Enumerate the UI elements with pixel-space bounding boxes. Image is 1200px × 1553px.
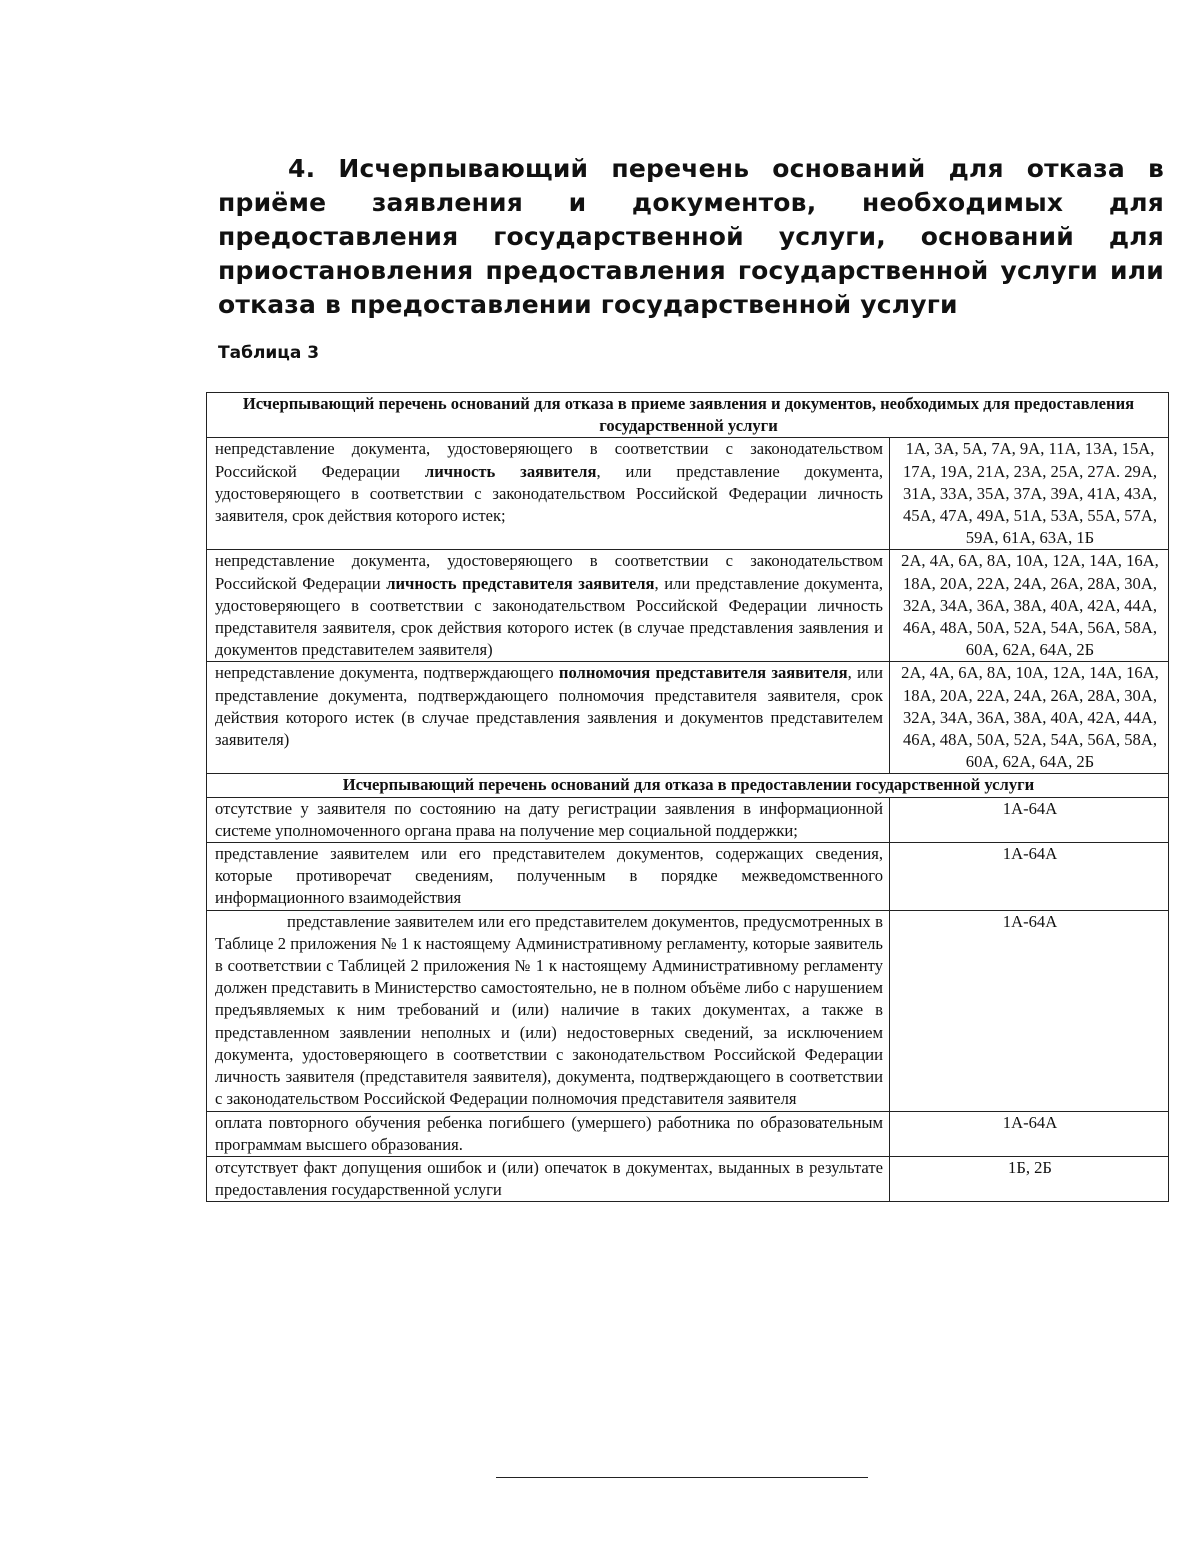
ground-text: , или представление документа, подтверждающего полномочия представителя заявителя, срок действия которого истек (в случае представления заявления и документов представителем заявителя) — [215, 663, 884, 750]
ground-text-bold: полномочия представителя заявителя — [558, 663, 848, 683]
table-caption: Таблица 3 — [218, 343, 320, 363]
refusal-ground-cell — [207, 662, 890, 774]
table-row — [207, 1156, 1169, 1201]
refusal-ground-cell — [207, 843, 890, 911]
table-row — [207, 843, 1169, 911]
ground-text: , или представление документа, удостоверяющего в соответствии с законодательством Российской Федерации личность заявителя, срок действия которого истек; — [215, 461, 883, 526]
footer-divider — [496, 1477, 868, 1478]
ground-text: непредставление документа, подтверждающего — [215, 663, 559, 683]
refusal-ground-cell — [207, 910, 890, 1111]
table-row — [207, 910, 1169, 1111]
applicant-codes-cell: 1Б, 2Б — [890, 1156, 1169, 1201]
table-row — [207, 662, 1169, 774]
ground-text: , или представление документа, удостоверяющего в соответствии с законодательством Российской Федерации личность представителя заявителя, срок действия которого истек (в случае представления заявления и документов представителем заявителя) — [215, 573, 883, 660]
table-row — [207, 797, 1169, 842]
ground-text: отсутствует факт допущения ошибок и (или) опечаток в документах, выданных в результате предоставления государственной услуги — [215, 1157, 883, 1200]
table-group-header-row — [207, 774, 1169, 797]
applicant-codes-cell: 2А, 4А, 6А, 8А, 10А, 12А, 14А, 16А, 18А, 20А, 22А, 24А, 26А, 28А, 30А, 32А, 34А, 36А, 38А, 40А, 42А, 44А, 46А, 48А, 50А, 52А, 54А, 56А, 58А, 60А, 62А, 64А, 2Б — [890, 550, 1169, 662]
group-title: Исчерпывающий перечень оснований для отказа в приеме заявления и документов, необходимых для предоставления государственной услуги — [207, 393, 1169, 438]
applicant-codes-cell: 1А-64А — [890, 1111, 1169, 1156]
table-group-header-row — [207, 393, 1169, 438]
refusal-ground-cell — [207, 438, 890, 550]
table-body — [207, 393, 1169, 1202]
table-row — [207, 550, 1169, 662]
refusal-ground-cell — [207, 1156, 890, 1201]
ground-text: представление заявителем или его представителем документов, содержащих сведения, которые противоречат сведениям, полученным в порядке межведомственного информационного взаимодействия — [215, 844, 883, 908]
section-number: 4. — [288, 154, 316, 183]
section-heading — [218, 152, 1164, 322]
refusal-ground-cell — [207, 550, 890, 662]
ground-text: оплата повторного обучения ребенка погибшего (умершего) работника по образовательным программам высшего образования. — [215, 1112, 883, 1154]
applicant-codes-cell: 1А, 3А, 5А, 7А, 9А, 11А, 13А, 15А, 17А, 19А, 21А, 23А, 25А, 27А. 29А, 31А, 33А, 35А, 37А, 39А, 41А, 43А, 45А, 47А, 49А, 51А, 53А, 55А, 57А, 59А, 61А, 63А, 1Б — [890, 438, 1169, 550]
applicant-codes-cell: 1А-64А — [890, 843, 1169, 911]
applicant-codes-cell: 1А-64А — [890, 797, 1169, 842]
ground-text-bold: личность представителя заявителя — [386, 573, 655, 593]
ground-text-bold: личность заявителя — [424, 461, 597, 481]
table-row — [207, 438, 1169, 550]
section-title: Исчерпывающий перечень оснований для отказа в приёме заявления и документов, необходимых для предоставления государственной услуги, оснований для приостановления предоставления государственной услуги или отказа в предоставлении государственной услуги — [218, 154, 1164, 319]
refusal-grounds-table — [206, 392, 1169, 1202]
ground-text: непредставление документа, удостоверяющего в соответствии с законодательством Российской Федерации — [215, 551, 883, 593]
refusal-ground-cell — [207, 1111, 890, 1156]
applicant-codes-cell: 2А, 4А, 6А, 8А, 10А, 12А, 14А, 16А, 18А, 20А, 22А, 24А, 26А, 28А, 30А, 32А, 34А, 36А, 38А, 40А, 42А, 44А, 46А, 48А, 50А, 52А, 54А, 56А, 58А, 60А, 62А, 64А, 2Б — [890, 662, 1169, 774]
ground-text: отсутствие у заявителя по состоянию на дату регистрации заявления в информационной системе уполномоченного органа права на получение мер социальной поддержки; — [215, 798, 883, 840]
group-title: Исчерпывающий перечень оснований для отказа в предоставлении государственной услуги — [207, 774, 1169, 797]
ground-text: непредставление документа, удостоверяющего в соответствии с законодательством Российской Федерации — [215, 439, 883, 481]
applicant-codes-cell: 1А-64А — [890, 910, 1169, 1111]
ground-text: представление заявителем или его представителем документов, предусмотренных в Таблице 2 приложения № 1 к настоящему Административному регламенту, которые заявитель в соответствии с Таблицей 2 приложения № 1 к настоящему Административному регламенту должен представить в Министерство самостоятельно, не в полном объёме либо с нарушением предъявляемых к ним требований и (или) наличие в таких документах, а также в представленном заявлении неполных и (или) недостоверных сведений, за исключением документа, удостоверяющего в соответствии с законодательством Российской Федерации личность заявителя (представителя заявителя), документа, подтверждающего в соответствии с законодательством Российской Федерации полномочия представителя заявителя — [215, 911, 883, 1109]
refusal-ground-cell — [207, 797, 890, 842]
table-row — [207, 1111, 1169, 1156]
